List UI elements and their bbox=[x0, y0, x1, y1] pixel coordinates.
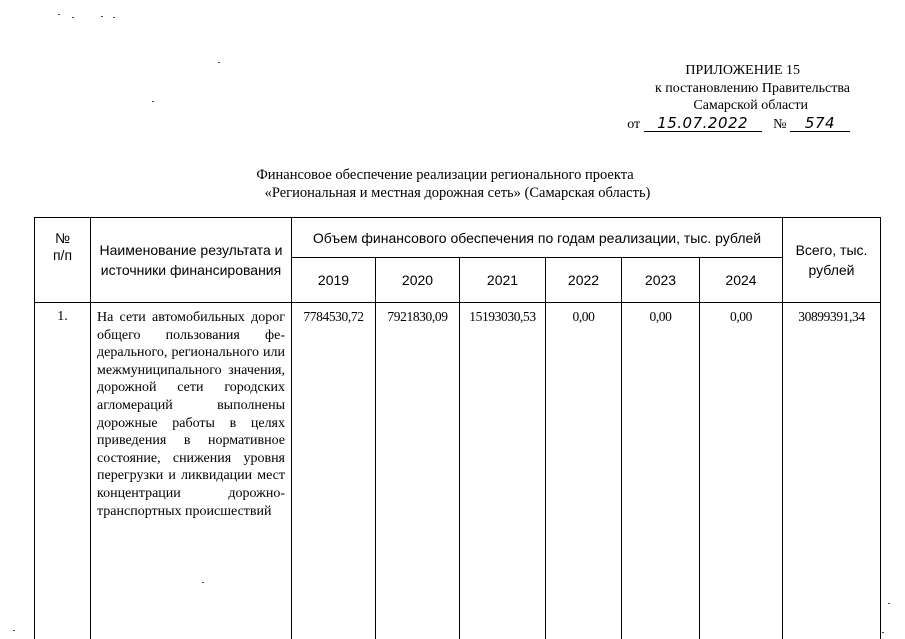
header-year: 2024 bbox=[700, 258, 783, 303]
document-title-line-1: Финансовое обеспечение реализации регионального проекта bbox=[256, 167, 634, 183]
appendix-region-line: Самарской области bbox=[693, 98, 808, 113]
row-name: На сети автомобильных дорог общего пользования федерального, регионального или межмуниципального значения, дорожной сети городских агломераций выполнены дорожные работы в целях приведения в нормативное состояние, снижения уровня перегрузки и ликвидации мест концентрации дорожно-транспортных происшествий bbox=[97, 310, 285, 519]
date-prefix: от bbox=[627, 116, 641, 132]
header-year: 2019 bbox=[292, 258, 376, 303]
row-value-2022: 0,00 bbox=[546, 309, 622, 639]
scan-speck bbox=[101, 16, 103, 17]
scan-speck bbox=[113, 17, 115, 18]
row-value-2020: 7921830,09 bbox=[376, 309, 460, 639]
appendix-resolution-line: к постановлению Правительства bbox=[654, 80, 850, 96]
appendix-date-row bbox=[610, 113, 850, 134]
header-total: Всего, тыс. рублей bbox=[783, 218, 881, 303]
scan-speck bbox=[152, 101, 154, 102]
document-title-line-2: «Региональная и местная дорожная сеть» (Самарская область) bbox=[264, 185, 651, 201]
appendix-title: ПРИЛОЖЕНИЕ 15 bbox=[685, 63, 800, 78]
scan-speck bbox=[58, 14, 60, 15]
row-total: 30899391,34 bbox=[783, 309, 881, 639]
scan-speck bbox=[72, 17, 74, 18]
row-value-2023: 0,00 bbox=[622, 309, 700, 639]
header-years-group: Объем финансового обеспечения по годам реализации, тыс. рублей bbox=[292, 218, 783, 258]
header-year: 2022 bbox=[546, 258, 622, 303]
table-row bbox=[35, 309, 881, 639]
row-name-cell bbox=[91, 309, 292, 639]
header-number: № п/п bbox=[35, 218, 91, 303]
row-value-2019: 7784530,72 bbox=[292, 309, 376, 639]
scan-speck bbox=[218, 62, 220, 63]
scan-speck bbox=[882, 632, 884, 633]
appendix-block bbox=[610, 62, 850, 133]
row-number: 1. bbox=[35, 309, 91, 639]
handwritten-number: 574 bbox=[790, 116, 850, 132]
row-value-2021: 15193030,53 bbox=[460, 309, 546, 639]
number-prefix: № bbox=[773, 116, 787, 132]
header-year: 2021 bbox=[460, 258, 546, 303]
header-year: 2020 bbox=[376, 258, 460, 303]
header-year: 2023 bbox=[622, 258, 700, 303]
row-value-2024: 0,00 bbox=[700, 309, 783, 639]
handwritten-date: 15.07.2022 bbox=[644, 116, 762, 132]
header-name: Наименование результата и источники финансирования bbox=[91, 218, 292, 303]
document-title bbox=[0, 166, 905, 202]
scan-speck bbox=[888, 603, 890, 604]
financing-table bbox=[34, 217, 881, 639]
scan-speck bbox=[202, 582, 204, 583]
scan-speck bbox=[13, 630, 15, 631]
